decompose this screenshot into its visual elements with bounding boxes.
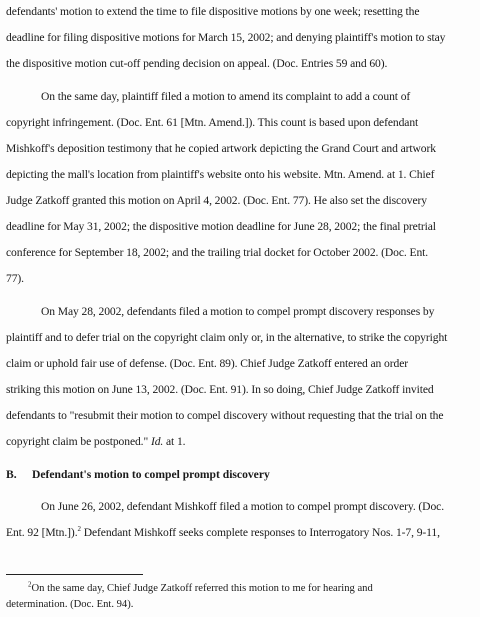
text-line: Mishkoff's deposition testimony that he copied artwork depicting the Grand Court and artwork: [6, 142, 436, 155]
text-line: striking this motion on June 13, 2002. (Doc. Ent. 91). In so doing, Chief Judge Zatkoff invited: [6, 383, 434, 396]
text-line: defendants' motion to extend the time to file dispositive motions by one week; resetting the: [6, 5, 420, 18]
text-line-with-footnote: Ent. 92 [Mtn.]).$^2$ Defendant Mishkoff seeks complete responses to Interrogatory Nos. 1-7, 9-11,: [6, 525, 440, 539]
text-segment: Defendant Mishkoff seeks complete responses to Interrogatory Nos. 1-7, 9-11,: [80, 526, 440, 539]
text-line: claim or uphold fair use of defense. (Doc. Ent. 89). Chief Judge Zatkoff entered an order: [6, 357, 408, 370]
footnote-divider: [6, 574, 143, 575]
text-line: deadline for May 31, 2002; the dispositive motion deadline for June 28, 2002; the final pretrial: [6, 220, 436, 233]
footnote-line: On the same day, Chief Judge Zatkoff referred this motion to me for hearing and: [31, 583, 373, 594]
text-segment: copyright claim be postponed.": [6, 435, 149, 448]
footnote-text: [28, 582, 373, 595]
text-line: 77).: [6, 272, 24, 285]
paragraph-first-line: On May 28, 2002, defendants filed a motion to compel prompt discovery responses by: [41, 305, 435, 318]
text-line: depicting the mall's location from plaintiff's website onto his website. Mtn. Amend. at 1. Chief: [6, 168, 435, 181]
text-line-with-citation: [6, 435, 185, 449]
section-letter: B.: [6, 468, 17, 481]
footnote-reference[interactable]: 2: [77, 525, 81, 534]
citation-id: Id.: [150, 435, 164, 448]
citation-page: at 1.: [163, 435, 186, 448]
footnote-marker: 2: [28, 580, 32, 589]
paragraph-first-line: On June 26, 2002, defendant Mishkoff filed a motion to compel prompt discovery. (Doc.: [41, 500, 444, 513]
text-line: copyright infringement. (Doc. Ent. 61 [Mtn. Amend.]). This count is based upon defendant: [6, 116, 419, 129]
text-line: conference for September 18, 2002; and the trailing trial docket for October 2002. (Doc. Ent.: [6, 246, 429, 259]
text-line: plaintiff and to defer trial on the copyright claim only or, in the alternative, to strike the copyright: [6, 331, 448, 344]
footnote-line: determination. (Doc. Ent. 94).: [6, 599, 134, 610]
section-heading: [6, 468, 270, 482]
section-title: Defendant's motion to compel prompt discovery: [32, 468, 270, 481]
text-line: deadline for filing dispositive motions for March 15, 2002; and denying plaintiff's motion to stay: [6, 31, 446, 44]
text-line: defendants to "resubmit their motion to compel discovery without requesting that the trial on the: [6, 409, 444, 422]
text-line: Judge Zatkoff granted this motion on April 4, 2002. (Doc. Ent. 77). He also set the discovery: [6, 194, 427, 207]
paragraph-first-line: On the same day, plaintiff filed a motion to amend its complaint to add a count of: [41, 90, 411, 103]
text-line: the dispositive motion cut-off pending decision on appeal. (Doc. Entries 59 and 60).: [6, 57, 388, 70]
